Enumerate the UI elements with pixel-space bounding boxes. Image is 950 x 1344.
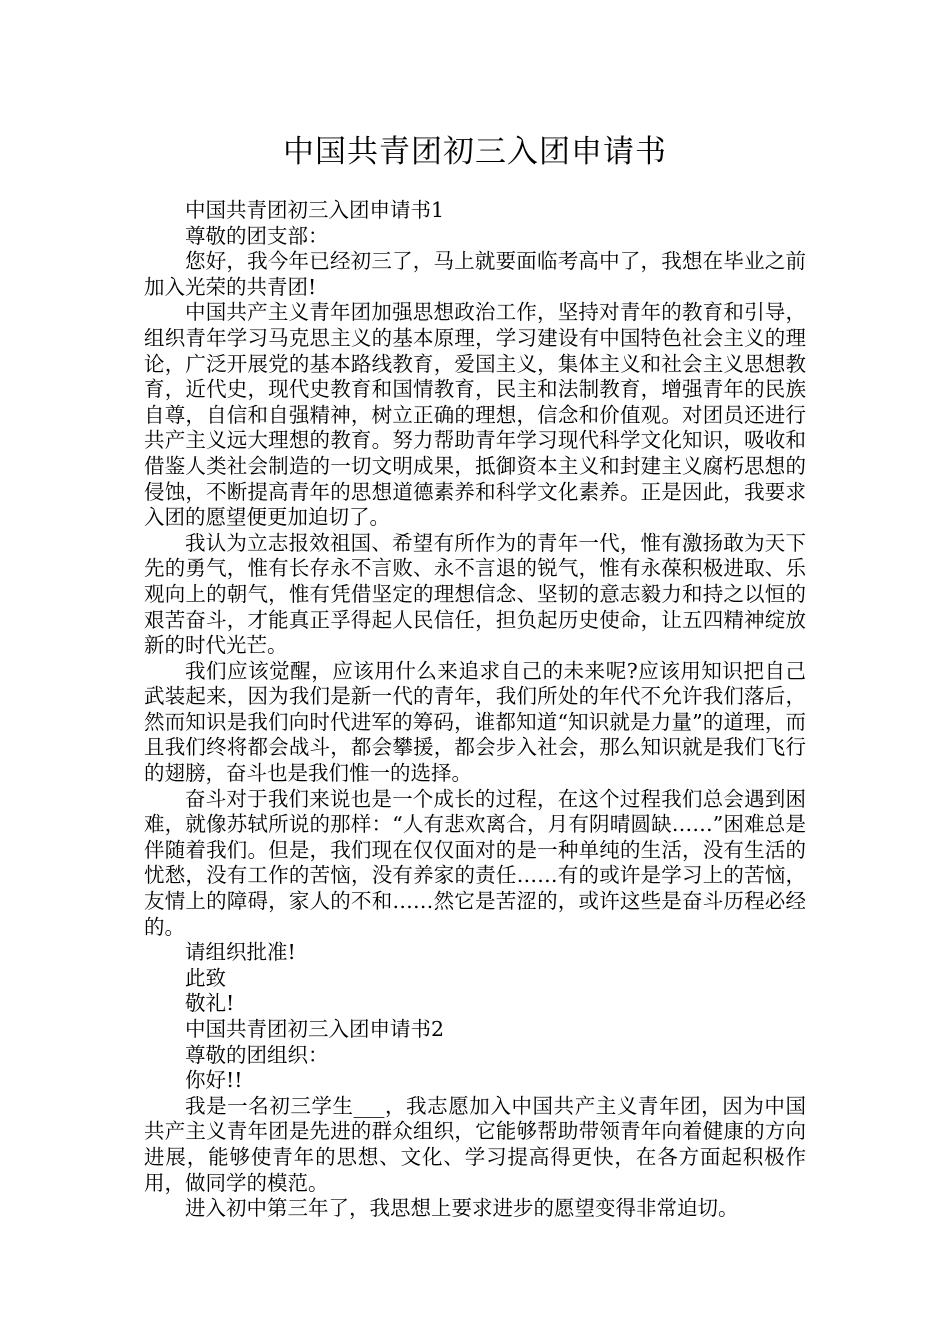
paragraph: 我们应该觉醒，应该用什么来追求自己的未来呢?应该用知识把自己武装起来，因为我们是新一代的青年，我们所处的年代不允许我们落后，然而知识是我们向时代进军的筹码，谁都知道“知识就是力量”的道理，而且我们终将都会战斗，都会攀援，都会步入社会，那么知识就是我们飞行的翅膀，奋斗也是我们惟一的选择。 [144, 658, 806, 786]
closing-request: 请组织批准! [185, 940, 296, 965]
paragraph: 我认为立志报效祖国、希望有所作为的青年一代，惟有激扬敢为天下先的勇气，惟有长存永不言败、永不言退的锐气，惟有永葆积极进取、乐观向上的朝气，惟有凭借坚定的理想信念、坚韧的意志毅力和持之以恒的艰苦奋斗，才能真正孚得起人民信任，担负起历史使命，让五四精神绽放新的时代光芒。 [144, 530, 806, 658]
paragraph: 我是一名初三学生___，我志愿加入中国共产主义青年团，因为中国共产主义青年团是先进的群众组织，它能够帮助带领青年向着健康的方向进展，能够使青年的思想、文化、学习提高得更快，在各方面起积极作用，做同学的模范。 [144, 1093, 806, 1195]
salutation: 尊敬的团支部： [185, 223, 329, 248]
greeting: 你好!! [185, 1068, 243, 1093]
paragraph: 您好，我今年已经初三了，马上就要面临考高中了，我想在毕业之前加入光荣的共青团! [144, 249, 806, 299]
closing-salute: 敬礼! [185, 991, 235, 1016]
closing-greeting: 此致 [185, 965, 226, 990]
salutation: 尊敬的团组织： [185, 1042, 329, 1067]
section-heading-1: 中国共青团初三入团申请书1 [185, 198, 445, 222]
document-title: 中国共青团初三入团申请书 [283, 134, 667, 170]
document-body [144, 198, 806, 1222]
paragraph: 奋斗对于我们来说也是一个成长的过程，在这个过程我们总会遇到困难，就像苏轼所说的那样：“人有悲欢离合，月有阴晴圆缺……”困难总是伴随着我们。但是，我们现在仅仅面对的是一种单纯的生活，没有生活的忧愁，没有工作的苦恼，没有养家的责任……有的或许是学习上的苦恼，友情上的障碍，家人的不和……然它是苦涩的，或许这些是奋斗历程必经的。 [144, 786, 806, 939]
paragraph: 中国共产主义青年团加强思想政治工作，坚持对青年的教育和引导，组织青年学习马克思主义的基本原理，学习建设有中国特色社会主义的理论，广泛开展党的基本路线教育，爱国主义，集体主义和社会主义思想教育，近代史，现代史教育和国情教育，民主和法制教育，增强青年的民族自尊，自信和自强精神，树立正确的理想，信念和价值观。对团员还进行共产主义远大理想的教育。努力帮助青年学习现代科学文化知识，吸收和借鉴人类社会制造的一切文明成果，抵御资本主义和封建主义腐朽思想的侵蚀，不断提高青年的思想道德素养和科学文化素养。正是因此，我要求入团的愿望便更加迫切了。 [144, 300, 806, 530]
paragraph: 进入初中第三年了，我思想上要求进步的愿望变得非常迫切。 [185, 1196, 739, 1221]
section-heading-2: 中国共青团初三入团申请书2 [185, 1017, 445, 1041]
document-page [144, 0, 806, 1222]
